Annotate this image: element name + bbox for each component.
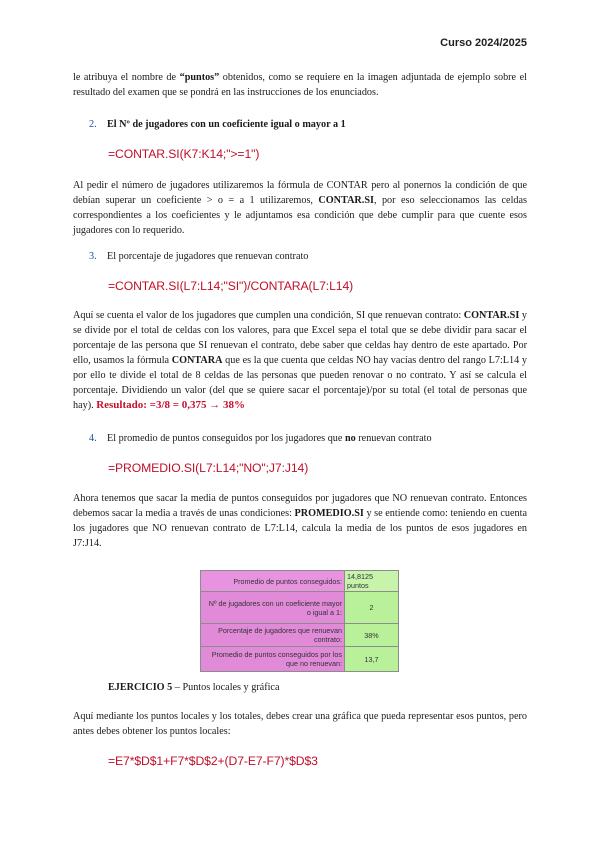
table-row [201, 647, 399, 672]
exercise-title: EJERCICIO 5 [108, 682, 173, 693]
table-row [201, 624, 399, 647]
paragraph-text: Al pedir el número de jugadores utilizaremos la fórmula de CONTAR pero al ponernos la condición de que debían superar un coeficiente > o = a 1 utilizaremos, [73, 180, 527, 206]
item-3-heading [89, 249, 308, 264]
function-name-contara: CONTARA [171, 355, 223, 366]
paragraph-text: Aquí se cuenta el valor de los jugadores que cumplen una condición, SI que renuevan contrato: [73, 310, 464, 321]
table-value-cell: 38% [345, 624, 399, 647]
table-label-cell: Promedio de puntos conseguidos por los que no renuevan: [201, 647, 345, 672]
table-label-cell: Nº de jugadores con un coeficiente mayor o igual a 1: [201, 592, 345, 624]
result-value: Resultado: =3/8 = 0,375 → 38% [96, 399, 246, 411]
paragraph-text-middle: y se divide por el total de celdas con los valores, para que Excel sepa el total que se debe dividir para sacar el porcentaje de las persona que SI renuevan el contrato, debe saber que celdas hay dentro de este apartado. Por ello, usamos la fórmula [73, 310, 527, 366]
table-value-cell: 14,8125 puntos [345, 571, 399, 592]
formula-contar-si: =CONTAR.SI(K7:K14;">=1") [108, 147, 260, 161]
paragraph-text: Ahora tenemos que sacar la media de puntos conseguidos por jugadores que NO renuevan contrato. Entonces debemos sacar la media a través de unas condiciones: [73, 493, 527, 519]
item-title: El promedio de puntos conseguidos por los jugadores que [107, 433, 345, 444]
table-label-cell: Porcentaje de jugadores que renuevan contrato: [201, 624, 345, 647]
function-name: CONTAR.SI [318, 195, 374, 206]
item-number: 3. [89, 251, 97, 262]
table-label-cell: Promedio de puntos conseguidos: [201, 571, 345, 592]
item-4-heading [89, 431, 432, 446]
paragraph-text-end: y se entiende como: teniendo en cuenta los jugadores que NO renuevan contrato de L7:L14, calcula la media de los puntos de esos jugadores en J7:J14. [73, 508, 527, 549]
course-header: Curso 2024/2025 [440, 37, 527, 49]
item-3-paragraph [73, 308, 527, 413]
table-row [201, 592, 399, 624]
item-title: El Nº de jugadores con un coeficiente igual o mayor a 1 [107, 119, 346, 130]
intro-text: le atribuya el nombre de [73, 72, 180, 83]
exercise-subtitle: – Puntos locales y gráfica [172, 682, 280, 693]
item-number: 2. [89, 119, 97, 130]
exercise-5-paragraph: Aquí mediante los puntos locales y los totales, debes crear una gráfica que pueda representar esos puntos, pero antes debes obtener los puntos locales: [73, 711, 527, 737]
item-2-heading [89, 117, 346, 132]
table-row [201, 571, 399, 592]
table-value-cell: 13,7 [345, 647, 399, 672]
paragraph-text-end: , por eso seleccionamos las celdas correspondientes a los coeficientes y le adjuntamos esa condición que debe cumplir para que cuente esos jugadores con lo requerido. [73, 195, 527, 236]
item-title: El porcentaje de jugadores que renuevan contrato [107, 251, 309, 262]
paragraph-text-end: que es la que cuenta que celdas NO hay vacías dentro del rango L7:L14 y por ello te divide el total de 8 celdas de las personas que pueden renovar o no contrato. Y así se calcula el porcentaje. Dividiendo un valor (del que se quiere sacar el porcentaje)/por su total (el total de personas que hay). [73, 355, 527, 411]
item-number: 4. [89, 433, 97, 444]
function-name-contar-si: CONTAR.SI [463, 310, 520, 321]
item-2-paragraph [73, 178, 527, 238]
item-title-end: renuevan contrato [355, 433, 432, 444]
intro-text-end: obtenidos, como se requiere en la imagen adjuntada de ejemplo sobre el resultado del examen que se pondrá en las instrucciones de los enunciados. [73, 72, 527, 98]
intro-term: “puntos” [179, 72, 220, 83]
item-title-bold: no [344, 433, 356, 444]
function-name: PROMEDIO.SI [294, 508, 364, 519]
formula-puntos-locales: =E7*$D$1+F7*$D$2+(D7-E7-F7)*$D$3 [108, 754, 318, 768]
formula-porcentaje: =CONTAR.SI(L7:L14;"SI")/CONTARA(L7:L14) [108, 279, 354, 293]
intro-paragraph [73, 70, 527, 100]
exercise-5-heading [108, 680, 279, 695]
results-table [200, 570, 399, 672]
table-value-cell: 2 [345, 592, 399, 624]
formula-promedio-si: =PROMEDIO.SI(L7:L14;"NO";J7:J14) [108, 461, 309, 475]
item-4-paragraph [73, 491, 527, 551]
